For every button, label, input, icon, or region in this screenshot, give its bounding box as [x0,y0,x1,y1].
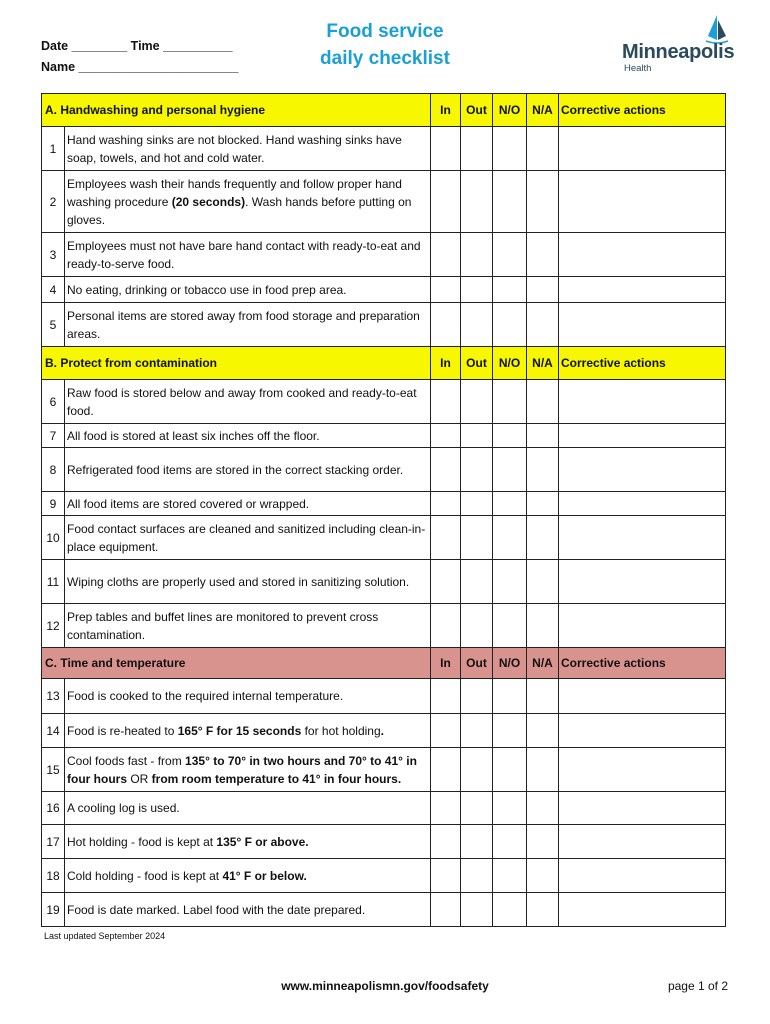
last-updated: Last updated September 2024 [44,931,166,941]
item-number: 8 [42,448,65,492]
item-text-part: Food is date marked. Label food with the date prepared. [67,902,366,917]
check-cell-in[interactable] [431,825,461,859]
column-out-header: Out [461,347,493,380]
header-fields [41,36,238,78]
item-text-part: . Wash hands before putting on gloves. [67,194,412,227]
item-text-part: OR [127,771,152,786]
title-line-2: daily checklist [320,48,450,69]
check-cell-na[interactable] [527,825,559,859]
column-no-header: N/O [493,94,527,127]
check-cell-no[interactable] [493,604,527,648]
item-text-part: Food contact surfaces are cleaned and sanitized including clean-in-place equipment. [67,521,426,554]
check-cell-out[interactable] [461,492,493,516]
corrective-action-cell[interactable] [559,492,726,516]
checklist-row [42,277,726,303]
check-cell-in[interactable] [431,171,461,233]
item-number: 7 [42,424,65,448]
item-number: 9 [42,492,65,516]
section-header-row [42,648,726,679]
check-cell-na[interactable] [527,679,559,714]
footer-url: www.minneapolismn.gov/foodsafety [281,979,489,993]
column-na-header: N/A [527,347,559,380]
check-cell-na[interactable] [527,748,559,792]
item-number: 2 [42,171,65,233]
item-text-part: Employees must not have bare hand contact with ready-to-eat and ready-to-serve food. [67,238,421,271]
checklist-row [42,792,726,825]
item-text [65,714,431,748]
checklist-row [42,748,726,792]
check-cell-in[interactable] [431,303,461,347]
checklist-row [42,448,726,492]
item-number: 10 [42,516,65,560]
check-cell-na[interactable] [527,233,559,277]
checklist-row [42,303,726,347]
item-text-part: . [380,723,384,738]
check-cell-out[interactable] [461,792,493,825]
check-cell-out[interactable] [461,714,493,748]
item-text [65,604,431,648]
check-cell-no[interactable] [493,303,527,347]
item-number: 3 [42,233,65,277]
check-cell-no[interactable] [493,380,527,424]
item-text [65,825,431,859]
item-text [65,792,431,825]
checklist-row [42,893,726,927]
check-cell-na[interactable] [527,893,559,927]
check-cell-no[interactable] [493,277,527,303]
checklist-row [42,825,726,859]
column-no-header: N/O [493,347,527,380]
check-cell-out[interactable] [461,380,493,424]
corrective-action-cell[interactable] [559,277,726,303]
check-cell-no[interactable] [493,127,527,171]
check-cell-in[interactable] [431,233,461,277]
item-text [65,277,431,303]
check-cell-no[interactable] [493,492,527,516]
check-cell-na[interactable] [527,560,559,604]
item-text [65,303,431,347]
check-cell-no[interactable] [493,424,527,448]
check-cell-in[interactable] [431,516,461,560]
check-cell-na[interactable] [527,516,559,560]
item-text [65,748,431,792]
section-title: A. Handwashing and personal hygiene [42,94,431,127]
corrective-action-cell[interactable] [559,679,726,714]
item-text [65,171,431,233]
item-text-part: 135° to 70° in two hours and 70° to 41° in four hours [67,753,417,786]
item-text-part: Food is re-heated to [67,723,178,738]
section-title: C. Time and temperature [42,648,431,679]
check-cell-na[interactable] [527,380,559,424]
check-cell-in[interactable] [431,893,461,927]
check-cell-out[interactable] [461,303,493,347]
item-text-part: 41° F or below. [222,868,307,883]
check-cell-in[interactable] [431,604,461,648]
checklist-row [42,604,726,648]
logo-subtitle: Health [624,63,652,74]
check-cell-in[interactable] [431,277,461,303]
page-title [300,18,470,72]
sail-icon [704,14,730,44]
check-cell-out[interactable] [461,448,493,492]
checklist-row [42,859,726,893]
section-header-row [42,94,726,127]
check-cell-in[interactable] [431,448,461,492]
item-text [65,492,431,516]
item-number: 17 [42,825,65,859]
item-text [65,233,431,277]
check-cell-na[interactable] [527,127,559,171]
check-cell-na[interactable] [527,714,559,748]
item-text-part: Wiping cloths are properly used and stored in sanitizing solution. [67,574,410,589]
item-number: 5 [42,303,65,347]
checklist-row [42,380,726,424]
check-cell-in[interactable] [431,792,461,825]
item-text [65,859,431,893]
section-title: B. Protect from contamination [42,347,431,380]
item-text [65,679,431,714]
item-number: 12 [42,604,65,648]
check-cell-out[interactable] [461,604,493,648]
check-cell-out[interactable] [461,171,493,233]
check-cell-out[interactable] [461,560,493,604]
check-cell-in[interactable] [431,127,461,171]
check-cell-no[interactable] [493,893,527,927]
check-cell-in[interactable] [431,679,461,714]
corrective-action-cell[interactable] [559,516,726,560]
logo-wordmark: Minneapolis [622,41,735,63]
check-cell-na[interactable] [527,424,559,448]
item-number: 14 [42,714,65,748]
date-time-line: Date ________ Time __________ [41,39,233,53]
item-number: 11 [42,560,65,604]
check-cell-no[interactable] [493,859,527,893]
section-header-row [42,347,726,380]
check-cell-out[interactable] [461,748,493,792]
corrective-action-cell[interactable] [559,560,726,604]
corrective-action-cell[interactable] [559,604,726,648]
corrective-action-cell[interactable] [559,748,726,792]
check-cell-na[interactable] [527,303,559,347]
check-cell-in[interactable] [431,859,461,893]
checklist-row [42,424,726,448]
item-number: 13 [42,679,65,714]
check-cell-na[interactable] [527,277,559,303]
check-cell-in[interactable] [431,560,461,604]
item-text-part: Personal items are stored away from food storage and preparation areas. [67,308,420,341]
item-text-part: Cool foods fast - from [67,753,186,768]
check-cell-in[interactable] [431,492,461,516]
check-cell-out[interactable] [461,233,493,277]
item-text-part: All food items are stored covered or wrapped. [67,496,310,511]
item-number: 15 [42,748,65,792]
column-in-header: In [431,648,461,679]
item-text-part: All food is stored at least six inches off the floor. [67,428,320,443]
check-cell-in[interactable] [431,714,461,748]
check-cell-no[interactable] [493,233,527,277]
check-cell-no[interactable] [493,679,527,714]
check-cell-out[interactable] [461,516,493,560]
corrective-action-cell[interactable] [559,893,726,927]
corrective-action-cell[interactable] [559,792,726,825]
item-text-part: Prep tables and buffet lines are monitored to prevent cross contamination. [67,609,379,642]
column-corrective-header: Corrective actions [559,94,726,127]
check-cell-na[interactable] [527,604,559,648]
check-cell-no[interactable] [493,516,527,560]
column-corrective-header: Corrective actions [559,648,726,679]
check-cell-na[interactable] [527,492,559,516]
check-cell-no[interactable] [493,714,527,748]
item-text-part: Food is cooked to the required internal temperature. [67,689,344,703]
check-cell-no[interactable] [493,825,527,859]
checklist-row [42,714,726,748]
check-cell-out[interactable] [461,277,493,303]
check-cell-out[interactable] [461,825,493,859]
column-out-header: Out [461,94,493,127]
column-no-header: N/O [493,648,527,679]
item-text-part: 135° F or above. [216,834,309,849]
item-number: 18 [42,859,65,893]
corrective-action-cell[interactable] [559,825,726,859]
check-cell-out[interactable] [461,679,493,714]
check-cell-out[interactable] [461,424,493,448]
checklist-row [42,679,726,714]
title-line-1: Food service [326,21,444,42]
checklist-row [42,127,726,171]
item-text [65,127,431,171]
corrective-action-cell[interactable] [559,448,726,492]
item-number: 6 [42,380,65,424]
item-number: 19 [42,893,65,927]
item-text-part: Hand washing sinks are not blocked. Hand washing sinks have soap, towels, and hot and cold water. [67,132,402,165]
checklist-row [42,516,726,560]
item-text-part: Cold holding - food is kept at [67,868,223,883]
check-cell-out[interactable] [461,127,493,171]
name-line: Name _______________________ [41,60,239,74]
corrective-action-cell[interactable] [559,233,726,277]
item-text-part: (20 seconds) [171,194,246,209]
item-text-part: from room temperature to 41° in four hours. [151,771,402,786]
corrective-action-cell[interactable] [559,714,726,748]
item-text-part: Hot holding - food is kept at [67,834,217,849]
check-cell-in[interactable] [431,748,461,792]
item-number: 16 [42,792,65,825]
check-cell-no[interactable] [493,448,527,492]
check-cell-out[interactable] [461,893,493,927]
column-out-header: Out [461,648,493,679]
corrective-action-cell[interactable] [559,380,726,424]
item-text [65,424,431,448]
item-text-part: for hot holding [301,723,381,738]
item-text-part: No eating, drinking or tobacco use in food prep area. [67,282,347,297]
item-text-part: 165° F for 15 seconds [177,723,302,738]
check-cell-na[interactable] [527,792,559,825]
check-cell-no[interactable] [493,792,527,825]
item-text [65,516,431,560]
column-corrective-header: Corrective actions [559,347,726,380]
item-number: 1 [42,127,65,171]
check-cell-no[interactable] [493,560,527,604]
item-text-part: Employees wash their hands frequently and follow proper hand washing procedure [67,176,402,209]
checklist-row [42,492,726,516]
item-text [65,893,431,927]
corrective-action-cell[interactable] [559,859,726,893]
checklist-row [42,233,726,277]
column-na-header: N/A [527,648,559,679]
check-cell-in[interactable] [431,424,461,448]
column-na-header: N/A [527,94,559,127]
check-cell-na[interactable] [527,859,559,893]
checklist-table [41,93,726,927]
item-number: 4 [42,277,65,303]
corrective-action-cell[interactable] [559,127,726,171]
check-cell-no[interactable] [493,171,527,233]
checklist-row [42,171,726,233]
check-cell-in[interactable] [431,380,461,424]
check-cell-no[interactable] [493,748,527,792]
minneapolis-health-logo [622,14,735,76]
item-text-part: Raw food is stored below and away from cooked and ready-to-eat food. [67,385,417,418]
check-cell-na[interactable] [527,171,559,233]
check-cell-out[interactable] [461,859,493,893]
corrective-action-cell[interactable] [559,303,726,347]
check-cell-na[interactable] [527,448,559,492]
item-text [65,380,431,424]
item-text-part: A cooling log is used. [67,801,180,815]
item-text [65,448,431,492]
item-text [65,560,431,604]
column-in-header: In [431,347,461,380]
page-number: page 1 of 2 [667,979,728,993]
corrective-action-cell[interactable] [559,171,726,233]
corrective-action-cell[interactable] [559,424,726,448]
item-text-part: Refrigerated food items are stored in the correct stacking order. [67,462,404,477]
column-in-header: In [431,94,461,127]
checklist-row [42,560,726,604]
